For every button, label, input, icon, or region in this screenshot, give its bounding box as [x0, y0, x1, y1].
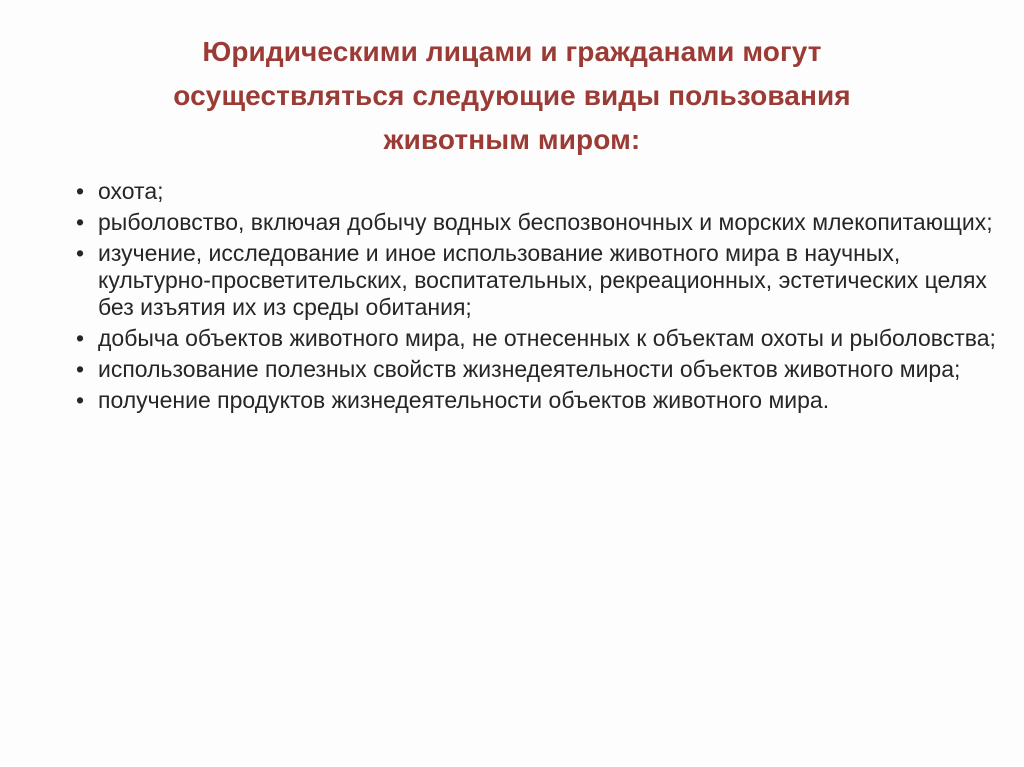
- list-item: [76, 325, 996, 352]
- list-item-text: рыболовство, включая добычу водных беспозвоночных и морских млекопитающих;: [98, 209, 993, 235]
- list-item: [76, 387, 996, 414]
- list-item: [76, 209, 996, 236]
- list-item: [76, 178, 996, 205]
- bullet-icon: •: [76, 240, 85, 266]
- bullet-list: [76, 178, 996, 418]
- list-item-text: использование полезных свойств жизнедеятельности объектов животного мира;: [98, 356, 961, 382]
- list-item-text: получение продуктов жизнедеятельности объектов животного мира.: [98, 387, 830, 413]
- list-item-text: изучение, исследование и иное использование животного мира в научных, культурно-просветительских, воспитательных, рекреационных, эстетических целях без изъятия их из среды обитания;: [98, 240, 987, 320]
- title-line: Юридическими лицами и гражданами могут: [202, 36, 822, 67]
- bullet-icon: •: [76, 387, 85, 413]
- list-item-text: добыча объектов животного мира, не отнесенных к объектам охоты и рыболовства;: [98, 325, 996, 351]
- list-item: [76, 356, 996, 383]
- list-item: [76, 240, 996, 321]
- title-line: животным миром:: [383, 124, 641, 155]
- bullet-icon: •: [76, 325, 85, 351]
- bullet-icon: •: [76, 356, 85, 382]
- list-item-text: охота;: [98, 178, 164, 204]
- bullet-icon: •: [76, 178, 85, 204]
- slide-title: [120, 30, 904, 162]
- title-line: осуществляться следующие виды пользования: [173, 80, 851, 111]
- bullet-icon: •: [76, 209, 85, 235]
